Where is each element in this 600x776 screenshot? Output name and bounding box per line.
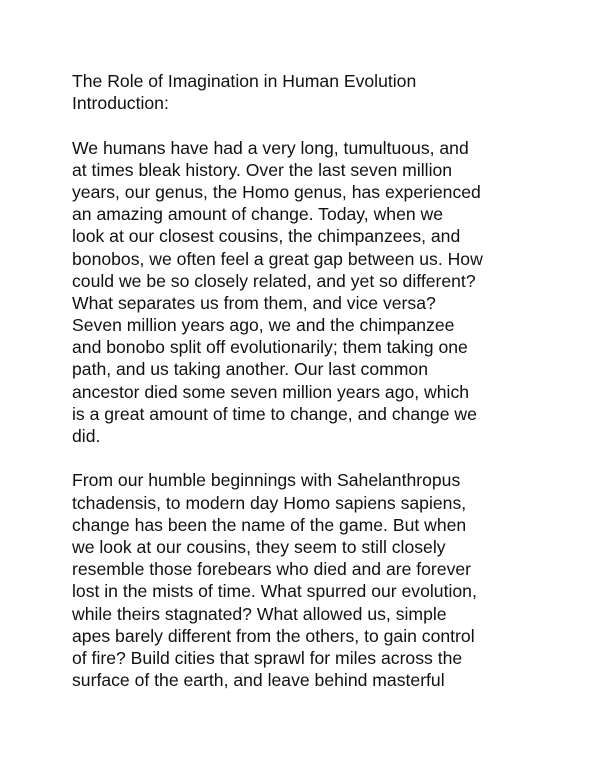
paragraph-1 bbox=[72, 137, 542, 448]
paragraph-line: we look at our cousins, they seem to still closely bbox=[72, 536, 446, 557]
paragraph-line: lost in the mists of time. What spurred our evolution, bbox=[72, 581, 477, 602]
paragraph-line: What separates us from them, and vice versa? bbox=[72, 292, 436, 313]
paragraph-2 bbox=[72, 469, 542, 691]
paragraph-line: an amazing amount of change. Today, when we bbox=[72, 204, 444, 225]
paragraph-line: apes barely different from the others, to gain control bbox=[72, 625, 475, 646]
paragraph-line: surface of the earth, and leave behind masterful bbox=[72, 670, 445, 691]
paragraph-line: of fire? Build cities that sprawl for miles across the bbox=[72, 647, 463, 668]
paragraph-spacer bbox=[72, 447, 542, 469]
paragraph-line: path, and us taking another. Our last common bbox=[72, 359, 428, 380]
paragraph-line: and bonobo split off evolutionarily; them taking one bbox=[72, 337, 468, 358]
paragraph-line: is a great amount of time to change, and change we bbox=[72, 403, 477, 424]
section-heading: Introduction: bbox=[72, 93, 169, 114]
paragraph-spacer bbox=[72, 114, 542, 136]
paragraph-line: We humans have had a very long, tumultuous, and bbox=[72, 137, 469, 158]
paragraph-line: look at our closest cousins, the chimpanzees, and bbox=[72, 226, 461, 247]
document-title: The Role of Imagination in Human Evolution bbox=[72, 71, 417, 91]
paragraph-line: did. bbox=[72, 426, 101, 446]
paragraph-line: at times bleak history. Over the last seven million bbox=[72, 159, 453, 180]
document-body bbox=[72, 70, 542, 691]
paragraph-line: Seven million years ago, we and the chimpanzee bbox=[72, 315, 455, 336]
paragraph-line: From our humble beginnings with Sahelanthropus bbox=[72, 470, 461, 491]
paragraph-line: tchadensis, to modern day Homo sapiens sapiens, bbox=[72, 492, 467, 513]
paragraph-line: while theirs stagnated? What allowed us, simple bbox=[72, 603, 447, 624]
paragraph-line: resemble those forebears who died and are forever bbox=[72, 559, 472, 580]
paragraph-line: could we be so closely related, and yet so different? bbox=[72, 270, 476, 291]
paragraph-line: change has been the name of the game. But when bbox=[72, 514, 467, 535]
paragraph-line: ancestor died some seven million years ago, which bbox=[72, 381, 470, 402]
paragraph-line: years, our genus, the Homo genus, has experienced bbox=[72, 181, 481, 202]
paragraph-line: bonobos, we often feel a great gap between us. How bbox=[72, 248, 483, 269]
